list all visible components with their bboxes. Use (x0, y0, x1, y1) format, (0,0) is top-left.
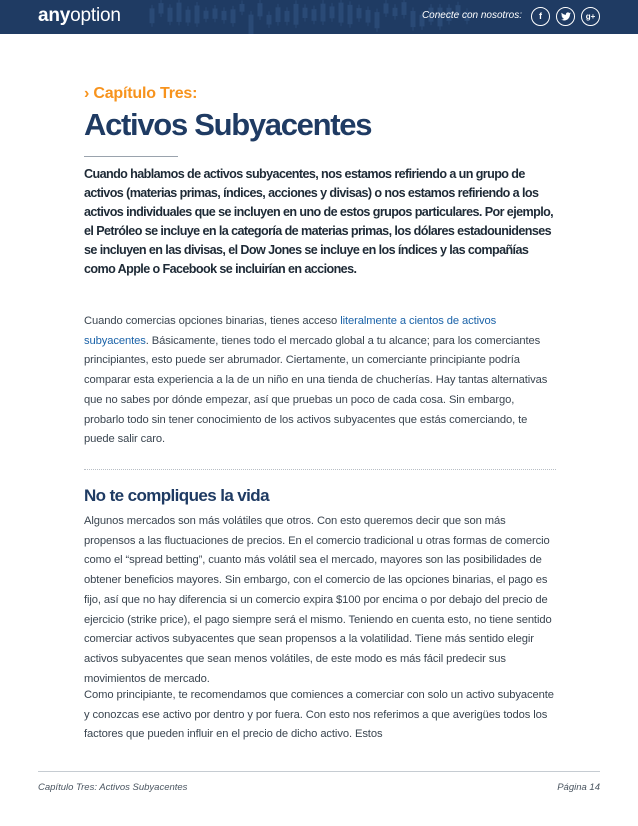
section-divider (84, 469, 556, 470)
candle-body (222, 11, 226, 19)
candle-body (168, 8, 172, 21)
candle-body (375, 13, 379, 28)
candle-body (366, 10, 370, 22)
intro-paragraph: Cuando hablamos de activos subyacentes, nos estamos refiriendo a un grupo de activos (materias primas, índices, acciones y divisas) o nos estamos refiriendo a los activos individuales que se incluyen en uno de estos grupos particulares. Por ejemplo, el Petróleo se incluye en la categoría de materias primas, los dólares estadounidenses se incluyen en las divisas, el Dow Jones se incluye en los índices y las compañías como Apple o Facebook se incluirían en acciones. (84, 167, 554, 276)
body-paragraph-2: Algunos mercados son más volátiles que otros. Con esto queremos decir que son más propensos a las fluctuaciones de precios. En el comercio tradicional u otras formas de comercio como el “spread betting”, cuanto más volátil sea el mercado, mayores son las posibilidades de obtener beneficios mayores. Sin embargo, con el comercio de las opciones binarias, el pago es fijo, así que no hay diferencia si un comercio expira $100 por encima o por debajo del precio de ejercicio (strike price), el pago siempre será el mismo. Teniendo en cuenta esto, no tiene sentido comerciar activos subyacentes que sean propensos a la volatilidad. Tiene más sentido elegir activos subyacentes que sean menos volátiles, de este modo es más fácil predecir sus movimientos de mercado. (84, 515, 552, 685)
candle-body (204, 11, 208, 18)
connect-label: Conecte con nosotros: (421, 10, 522, 21)
title-divider (84, 156, 178, 157)
footer-divider (38, 771, 600, 772)
candle-body (231, 10, 235, 23)
candle-body (195, 6, 199, 23)
candle-body (159, 4, 163, 13)
candle-body (276, 8, 280, 22)
section-title: No te compliques la vida (84, 486, 269, 505)
candle-body (303, 8, 307, 17)
candle-body (258, 4, 262, 16)
header-bar (0, 0, 638, 34)
footer-chapter: Capítulo Tres: Activos Subyacentes (38, 782, 188, 793)
page-number: Página 14 (557, 782, 600, 793)
inline-link[interactable]: literalmente a cientos de activos subyacentes (84, 315, 497, 347)
candle-body (384, 4, 388, 13)
candle-body (393, 8, 397, 15)
candle-body (402, 3, 406, 15)
candle-body (186, 10, 190, 22)
candle-body (294, 4, 298, 24)
google-plus-icon[interactable]: g+ (581, 7, 600, 26)
body-paragraph-1: Cuando comercias opciones binarias, tienes acceso literalmente a cientos de activos subyacentes. Básicamente, tienes todo el mercado global a tu alcance; para los comerciantes principiantes, esto puede ser abrumador. Ciertamente, un comerciante principiante podría comparar esta experiencia a la de un niño en una tienda de chucherías. Hay tantas alternativas que no sabes por dónde empezar, así que pruebas un poco de cada cosa. Sin embargo, probarlo todo sin tener conocimiento de los activos subyacentes que estás comerciando, te puede salir caro. (84, 315, 548, 446)
candle-body (321, 4, 325, 21)
candle-body (348, 5, 352, 23)
candle-body (330, 7, 334, 18)
candle-body (411, 12, 415, 27)
twitter-icon[interactable] (556, 7, 575, 26)
candle-body (357, 9, 361, 18)
chapter-label: › Capítulo Tres: (84, 85, 198, 102)
candle-body (240, 4, 244, 11)
body-paragraph-3: Como principiante, te recomendamos que comiences a comerciar con solo un activo subyacente y conozcas ese activo por dentro y por fuera. Con esto nos referimos a que averigües todos los factores que pueden influir en el precio de dicho activo. Estos (84, 689, 554, 741)
candle-body (339, 3, 343, 22)
candle-body (312, 10, 316, 21)
candle-body (150, 9, 154, 23)
page-title: Activos Subyacentes (84, 107, 372, 142)
candle-body (285, 11, 289, 21)
candle-body (267, 15, 271, 24)
candle-body (249, 15, 253, 34)
facebook-icon[interactable]: f (531, 7, 550, 26)
candle-body (213, 9, 217, 18)
anyoption-logo[interactable]: anyoption (38, 5, 121, 26)
candle-body (177, 3, 181, 21)
